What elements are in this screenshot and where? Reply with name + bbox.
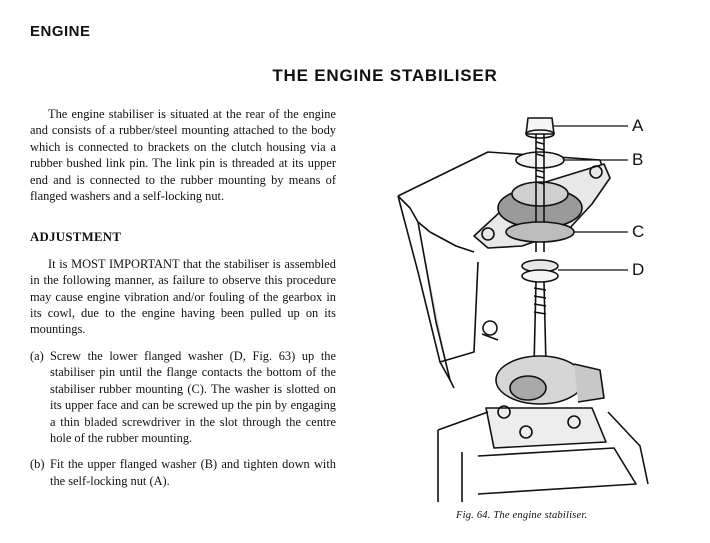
step-a-letter: (a) — [30, 348, 44, 363]
page-title: THE ENGINE STABILISER — [272, 66, 498, 85]
step-b-letter: (b) — [30, 457, 45, 472]
callout-a: A — [632, 116, 644, 135]
adjustment-heading: ADJUSTMENT — [30, 230, 122, 245]
step-b — [30, 456, 336, 489]
callout-c: C — [632, 222, 645, 241]
callout-b: B — [632, 150, 644, 169]
figure-caption: Fig. 64. The engine stabiliser. — [456, 510, 588, 521]
step-a-text: Screw the lower flanged washer (D, Fig. 63) up the stabiliser pin until the flange contacts the bottom of the stabiliser rubber mounting (C). The washer is slotted on its upper face and can be screwed up the pin by engaging a thin bladed screwdriver in the slot through the centre hole of the rubber mounting. — [50, 348, 336, 445]
step-b-text: Fit the upper flanged washer (B) and tighten down with the self-locking nut (A). — [50, 457, 336, 488]
step-a — [30, 348, 336, 446]
stabiliser-figure — [378, 112, 682, 504]
section-header: ENGINE — [30, 23, 91, 40]
stabiliser-illustration — [378, 112, 682, 504]
adjustment-paragraph: It is MOST IMPORTANT that the stabiliser is assembled in the following manner, as failure to observe this procedure may cause engine vibration and/or fouling of the gearbox in its cowl, due to the engine having been pulled up on its mountings. — [30, 256, 336, 337]
intro-paragraph: The engine stabiliser is situated at the rear of the engine and consists of a rubber/steel mounting attached to the body which is connected to brackets on the clutch housing via a rubber bushed link pin. The link pin is threaded at its upper end and is connected to the rubber mounting by means of flanged washers and a self-locking nut. — [30, 107, 336, 204]
body-text-column — [30, 106, 336, 489]
callout-d: D — [632, 260, 645, 279]
